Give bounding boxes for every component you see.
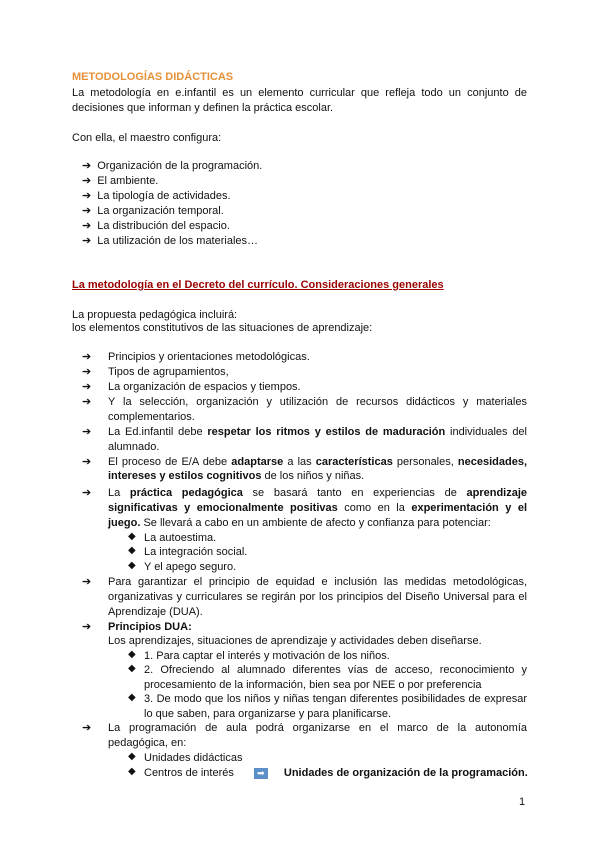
list-item-continuation xyxy=(108,469,364,483)
diamond-bullet-icon: ◆ xyxy=(128,692,136,703)
list-item-label: La distribución del espacio. xyxy=(97,220,230,232)
list-item: La organización de espacios y tiempos. xyxy=(108,381,301,393)
list-item xyxy=(72,234,258,248)
text-span: Se llevará a cabo en un ambiente de afecto y confianza para potenciar: xyxy=(140,517,491,529)
sub-list-item: Y el apego seguro. xyxy=(144,561,237,573)
diamond-bullet-icon: ◆ xyxy=(128,751,136,762)
list-item: La programación de aula podrá organizarse en el marco de la autonomía xyxy=(108,722,527,734)
text-span: La xyxy=(108,487,130,499)
arrow-icon: ➔ xyxy=(82,487,92,499)
bold-text: Unidades de organización de la programación. xyxy=(283,767,528,779)
bold-text: necesidades, xyxy=(457,456,528,468)
propuesta-line-1: La propuesta pedagógica incluirá: xyxy=(72,309,238,321)
list-item-label: La tipología de actividades. xyxy=(97,190,231,202)
diamond-bullet-icon: ◆ xyxy=(128,560,136,571)
sub-list-item: La integración social. xyxy=(144,546,248,558)
list-item-continuation: organizativas y curriculares se regirán por los principios del Diseño Universal para el xyxy=(108,591,527,603)
arrow-icon: ➔ xyxy=(82,220,92,232)
sub-list-item xyxy=(144,766,528,780)
arrow-icon: ➔ xyxy=(82,722,92,734)
sub-list-item-continuation: procesamiento de la información, bien sea por NEE o por preferencia xyxy=(144,679,482,691)
text-span: El proceso de E/A debe xyxy=(108,456,232,468)
diamond-bullet-icon: ◆ xyxy=(128,663,136,674)
text-span: como en la xyxy=(337,502,412,514)
list-item-continuation: pedagógica, en: xyxy=(108,737,187,749)
sub-list-item-continuation: lo que saben, para organizarse y para planificarse. xyxy=(144,708,392,720)
bold-text: juego. xyxy=(108,517,141,529)
bold-text: características xyxy=(315,456,393,468)
right-arrow-icon: ➡ xyxy=(254,768,268,779)
list-item xyxy=(72,204,224,218)
intro-line-3: Con ella, el maestro configura: xyxy=(72,132,222,144)
bold-text: respetar los ritmos y estilos de maduración xyxy=(207,426,446,438)
arrow-icon: ➔ xyxy=(82,621,92,633)
arrow-icon: ➔ xyxy=(82,175,92,187)
sub-list-item: 3. De modo que los niños y niñas tengan diferentes posibilidades de expresar xyxy=(144,693,527,705)
diamond-bullet-icon: ◆ xyxy=(128,766,136,777)
list-item-continuation: complementarios. xyxy=(108,411,195,423)
document-heading: METODOLOGÍAS DIDÁCTICAS xyxy=(72,71,234,83)
list-item-label: La utilización de los materiales… xyxy=(97,235,259,247)
bold-text: práctica pedagógica xyxy=(129,487,243,499)
text-span: individuales del xyxy=(445,426,527,438)
list-item xyxy=(108,620,192,634)
list-item: Tipos de agrupamientos, xyxy=(108,366,229,378)
arrow-icon: ➔ xyxy=(82,381,92,393)
bold-text: aprendizaje xyxy=(466,487,528,499)
list-item-label: Organización de la programación. xyxy=(97,160,263,172)
bold-text: Principios DUA: xyxy=(108,621,192,633)
arrow-icon: ➔ xyxy=(82,396,92,408)
arrow-icon: ➔ xyxy=(82,456,92,468)
list-item-continuation xyxy=(108,516,491,530)
bold-text: intereses y estilos cognitivos xyxy=(108,470,262,482)
list-item: Para garantizar el principio de equidad e inclusión las medidas metodológicas, xyxy=(108,576,527,588)
arrow-icon: ➔ xyxy=(82,160,92,172)
arrow-icon: ➔ xyxy=(82,366,92,378)
page-number: 1 xyxy=(519,796,526,808)
diamond-bullet-icon: ◆ xyxy=(128,531,136,542)
text-span: personales, xyxy=(392,456,458,468)
list-item: Y la selección, organización y utilización de recursos didácticos y materiales xyxy=(108,396,527,408)
arrow-icon: ➔ xyxy=(82,205,92,217)
list-item xyxy=(72,189,231,203)
list-item xyxy=(72,219,230,233)
text-span: Centros de interés xyxy=(144,767,234,779)
diamond-bullet-icon: ◆ xyxy=(128,545,136,556)
arrow-icon: ➔ xyxy=(82,190,92,202)
text-span: La Ed.infantil debe xyxy=(108,426,208,438)
list-item xyxy=(108,425,527,439)
list-item-label: La organización temporal. xyxy=(97,205,224,217)
text-span: de los niños y niñas. xyxy=(261,470,365,482)
bold-text: adaptarse xyxy=(231,456,284,468)
list-item-continuation: Los aprendizajes, situaciones de aprendizaje y actividades deben diseñarse. xyxy=(108,635,482,647)
list-item-continuation: alumnado. xyxy=(108,441,160,453)
sub-list-item: La autoestima. xyxy=(144,532,217,544)
section-title: La metodología en el Decreto del currículo. Consideraciones generales xyxy=(72,279,444,291)
bold-text: experimentación y el xyxy=(411,502,528,514)
list-item-continuation: Aprendizaje (DUA). xyxy=(108,606,203,618)
sub-list-item: 1. Para captar el interés y motivación de los niños. xyxy=(144,650,390,662)
list-item xyxy=(72,174,158,188)
bold-text: significativas y emocionalmente positivas xyxy=(108,502,338,514)
arrow-icon: ➔ xyxy=(82,576,92,588)
arrow-icon: ➔ xyxy=(82,235,92,247)
list-item xyxy=(108,486,527,500)
text-span: se basará tanto en experiencias de xyxy=(242,487,467,499)
propuesta-line-2: los elementos constitutivos de las situaciones de aprendizaje: xyxy=(72,322,373,334)
list-item xyxy=(108,455,527,469)
intro-line-1: La metodología en e.infantil es un elemento curricular que refleja todo un conjunto de xyxy=(72,87,527,99)
list-item-label: El ambiente. xyxy=(97,175,159,187)
list-item-continuation xyxy=(108,501,527,515)
diamond-bullet-icon: ◆ xyxy=(128,649,136,660)
list-item: Principios y orientaciones metodológicas. xyxy=(108,351,310,363)
sub-list-item: Unidades didácticas xyxy=(144,752,243,764)
sub-list-item: 2. Ofreciendo al alumnado diferentes vías de acceso, reconocimiento y xyxy=(144,664,527,676)
text-span: a las xyxy=(283,456,316,468)
arrow-icon: ➔ xyxy=(82,351,92,363)
intro-line-2: decisiones que informan y definen la práctica escolar. xyxy=(72,102,334,114)
arrow-icon: ➔ xyxy=(82,426,92,438)
list-item xyxy=(72,159,262,173)
